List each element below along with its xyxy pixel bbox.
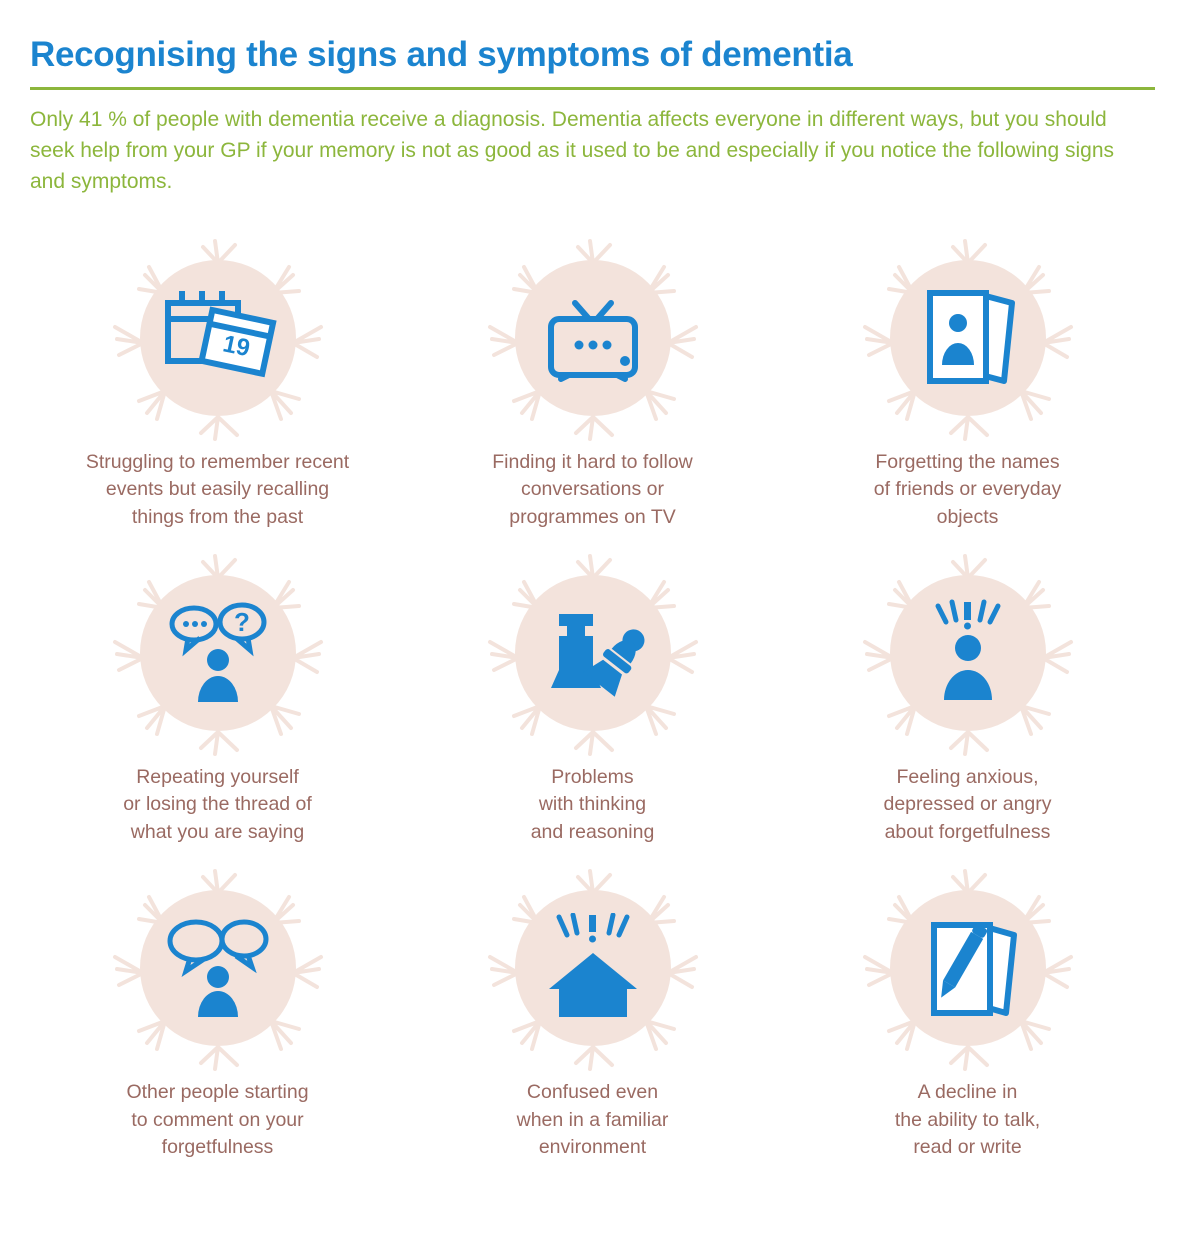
symptom-card-1: [30, 233, 405, 532]
icon-container: [103, 548, 333, 758]
calendar-icon: [153, 278, 283, 398]
caption-line: Struggling to remember recent: [85, 450, 350, 473]
caption-line: when in a familiar: [516, 1108, 669, 1131]
caption-line: conversations or: [520, 478, 665, 501]
symptom-card-3: [780, 233, 1155, 532]
pen-and-paper-icon: [903, 908, 1033, 1028]
symptom-card-7: [30, 863, 405, 1162]
icon-container: [853, 548, 1083, 758]
caption-line: what you are saying: [130, 821, 305, 844]
symptom-card-8: [405, 863, 780, 1162]
caption-line: programmes on TV: [509, 506, 676, 529]
caption-line: with thinking: [538, 793, 647, 816]
caption-line: objects: [936, 506, 999, 529]
symptom-grid: [30, 233, 1155, 1162]
caption-line: forgetfulness: [161, 1136, 274, 1159]
caption-line: Confused even: [526, 1080, 659, 1103]
symptom-card-9: [780, 863, 1155, 1162]
symptom-card-2: [405, 233, 780, 532]
infographic-page: [0, 36, 1185, 1236]
icon-container: [103, 863, 333, 1073]
caption-line: to comment on your: [131, 1108, 304, 1131]
symptom-card-4: [30, 548, 405, 847]
anxious-person-icon: [903, 593, 1033, 713]
icon-container: [478, 233, 708, 443]
caption-line: about forgetfulness: [884, 821, 1051, 844]
caption-line: depressed or angry: [883, 793, 1052, 816]
two-speech-bubbles-person-icon: [153, 908, 283, 1028]
caption-line: of friends or everyday: [873, 478, 1062, 501]
caption-line: and reasoning: [530, 821, 655, 844]
icon-container: [478, 863, 708, 1073]
caption-line: Feeling anxious,: [896, 765, 1039, 788]
symptom-card-5: [405, 548, 780, 847]
symptom-caption: [517, 1079, 669, 1162]
caption-line: events but easily recalling: [105, 478, 330, 501]
portrait-photo-icon: [903, 278, 1033, 398]
page-title: Recognising the signs and symptoms of dementia: [30, 35, 853, 74]
symptom-caption: [86, 449, 349, 532]
symptom-caption: [492, 449, 693, 532]
icon-container: [853, 863, 1083, 1073]
caption-line: Problems: [551, 765, 634, 788]
icon-container: [853, 233, 1083, 443]
caption-line: Repeating yourself: [136, 765, 299, 788]
confused-house-icon: [528, 908, 658, 1028]
title-divider: [30, 87, 1155, 90]
television-icon: [528, 278, 658, 398]
calendar-date-text: 19: [220, 330, 252, 362]
caption-line: environment: [538, 1136, 647, 1159]
intro-paragraph: Only 41 % of people with dementia receive a diagnosis. Dementia affects everyone in different ways, but you should seek help from your GP if your memory is not as good as it used to be and especially if you notice the following signs and symptoms.: [30, 107, 1115, 193]
icon-container: [103, 233, 333, 443]
caption-line: the ability to talk,: [894, 1108, 1041, 1131]
symptom-card-6: [780, 548, 1155, 847]
caption-line: read or write: [913, 1136, 1022, 1159]
caption-line: Other people starting: [126, 1080, 309, 1103]
symptom-caption: [123, 764, 312, 847]
icon-container: [478, 548, 708, 758]
symptom-caption: [883, 764, 1051, 847]
speech-bubbles-person-icon: [153, 593, 283, 713]
caption-line: Forgetting the names: [875, 450, 1060, 473]
caption-line: Finding it hard to follow: [492, 450, 693, 473]
svg-text:?: ?: [233, 606, 250, 637]
symptom-caption: [531, 764, 655, 847]
chess-pieces-icon: [528, 593, 658, 713]
symptom-caption: [895, 1079, 1040, 1162]
symptom-caption: [874, 449, 1062, 532]
caption-line: or losing the thread of: [123, 793, 312, 816]
symptom-caption: [126, 1079, 308, 1162]
caption-line: things from the past: [131, 506, 304, 529]
caption-line: A decline in: [917, 1080, 1018, 1103]
